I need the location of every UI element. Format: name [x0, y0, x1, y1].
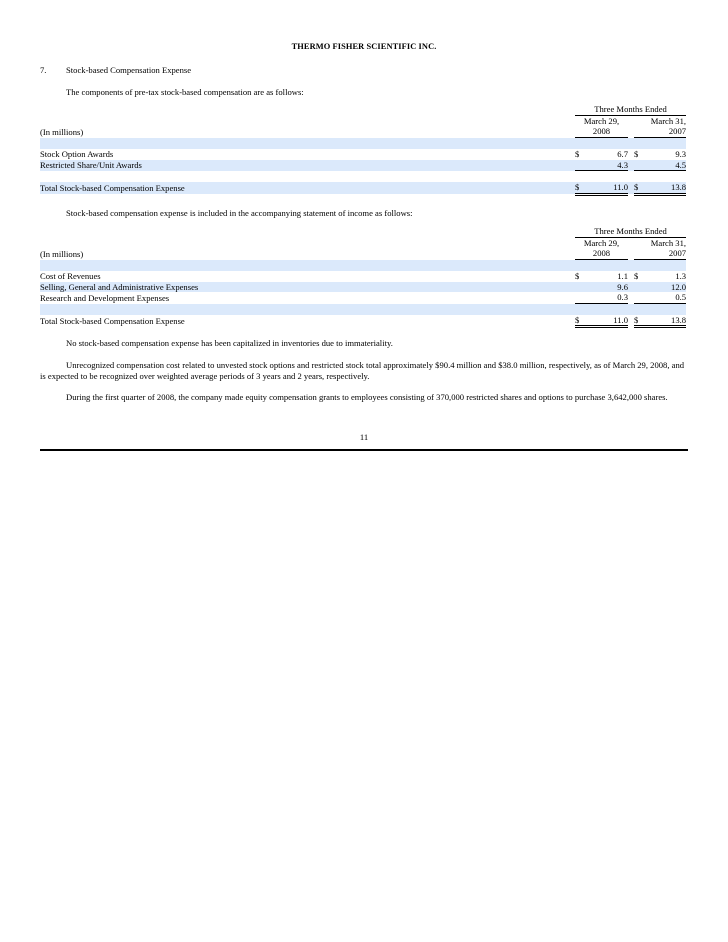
period-header: Three Months Ended [575, 104, 686, 115]
currency-symbol: $ [634, 182, 644, 194]
total-label: Total Stock-based Compensation Expense [40, 316, 185, 327]
table-row [40, 149, 686, 160]
currency-symbol: $ [634, 270, 639, 281]
value-2007: 1.3 [675, 270, 687, 281]
table2-intro: Stock-based compensation expense is included in the accompanying statement of income as follows: [66, 208, 413, 218]
row-label: Cost of Revenues [40, 270, 101, 281]
value-2008: 4.3 [585, 160, 628, 171]
row-label: Stock Option Awards [40, 148, 114, 159]
value-2007: 9.3 [675, 148, 687, 159]
col2-year: 2007 [634, 248, 686, 259]
table-total-row [40, 315, 686, 327]
currency-symbol: $ [575, 315, 585, 327]
total-2007: 13.8 [644, 315, 686, 327]
table-header-row [40, 126, 686, 137]
row-label: Research and Development Expenses [40, 292, 170, 303]
table-stock-comp-income-statement [40, 226, 686, 328]
page-header: THERMO FISHER SCIENTIFIC INC. [291, 42, 437, 51]
total-2008: 11.0 [585, 182, 628, 194]
section-title: Stock-based Compensation Expense [66, 65, 192, 75]
value-2008: 9.6 [585, 282, 628, 293]
currency-symbol: $ [575, 270, 580, 281]
table-total-row [40, 182, 686, 194]
table-header-row [40, 115, 686, 126]
value-2007: 4.5 [644, 160, 686, 171]
col1-year: 2008 [575, 126, 628, 137]
table-header-row [40, 237, 686, 248]
col2-date: March 31, [650, 237, 687, 248]
currency-symbol [634, 282, 644, 293]
row-label: Restricted Share/Unit Awards [40, 160, 575, 171]
currency-symbol: $ [575, 182, 585, 194]
currency-symbol: $ [575, 148, 580, 159]
col1-year: 2008 [575, 248, 628, 259]
table-row [40, 271, 686, 282]
col2-year: 2007 [634, 126, 686, 137]
value-2008: 0.3 [585, 292, 628, 303]
table-header-row [40, 226, 686, 237]
currency-symbol [575, 282, 585, 293]
currency-symbol [575, 292, 585, 303]
units-label: (In millions) [40, 126, 84, 137]
paragraph-capitalization: No stock-based compensation expense has been capitalized in inventories due to immateriality. [66, 338, 393, 348]
currency-symbol: $ [634, 315, 644, 327]
total-2008: 11.0 [585, 315, 628, 327]
currency-symbol: $ [634, 148, 639, 159]
table-stock-comp-components [40, 104, 686, 196]
col1-date: March 29, [583, 115, 620, 126]
table-row [40, 282, 686, 293]
section-number: 7. [40, 65, 47, 75]
value-2008: 1.1 [617, 270, 628, 281]
col2-date: March 31, [650, 115, 687, 126]
currency-symbol [575, 160, 585, 171]
units-label: (In millions) [40, 248, 84, 259]
paragraph-unrecognized-cost: Unrecognized compensation cost related to unvested stock options and restricted stock total approximately $90.4 million and $38.0 million, respectively, as of March 29, 2008, and is expected to be recognized over weighted average periods of 3 years and 2 years, respectively. [40, 360, 685, 381]
table-header-row [40, 104, 686, 115]
table-header-row [40, 248, 686, 259]
col1-date: March 29, [583, 237, 620, 248]
table1-intro: The components of pre-tax stock-based compensation are as follows: [66, 87, 304, 97]
total-label: Total Stock-based Compensation Expense [40, 182, 575, 194]
table-row [40, 292, 686, 303]
currency-symbol [634, 292, 644, 303]
page-footer-rule [40, 449, 688, 451]
value-2007: 0.5 [644, 292, 686, 303]
currency-symbol [634, 160, 644, 171]
page-number: 11 [359, 432, 369, 442]
table-row [40, 160, 686, 171]
total-2007: 13.8 [644, 182, 686, 194]
row-label: Selling, General and Administrative Expenses [40, 282, 575, 293]
value-2008: 6.7 [617, 148, 628, 159]
period-header: Three Months Ended [575, 226, 686, 237]
paragraph-equity-grants: During the first quarter of 2008, the company made equity compensation grants to employees consisting of 370,000 restricted shares and options to purchase 3,642,000 shares. [66, 392, 668, 402]
value-2007: 12.0 [644, 282, 686, 293]
